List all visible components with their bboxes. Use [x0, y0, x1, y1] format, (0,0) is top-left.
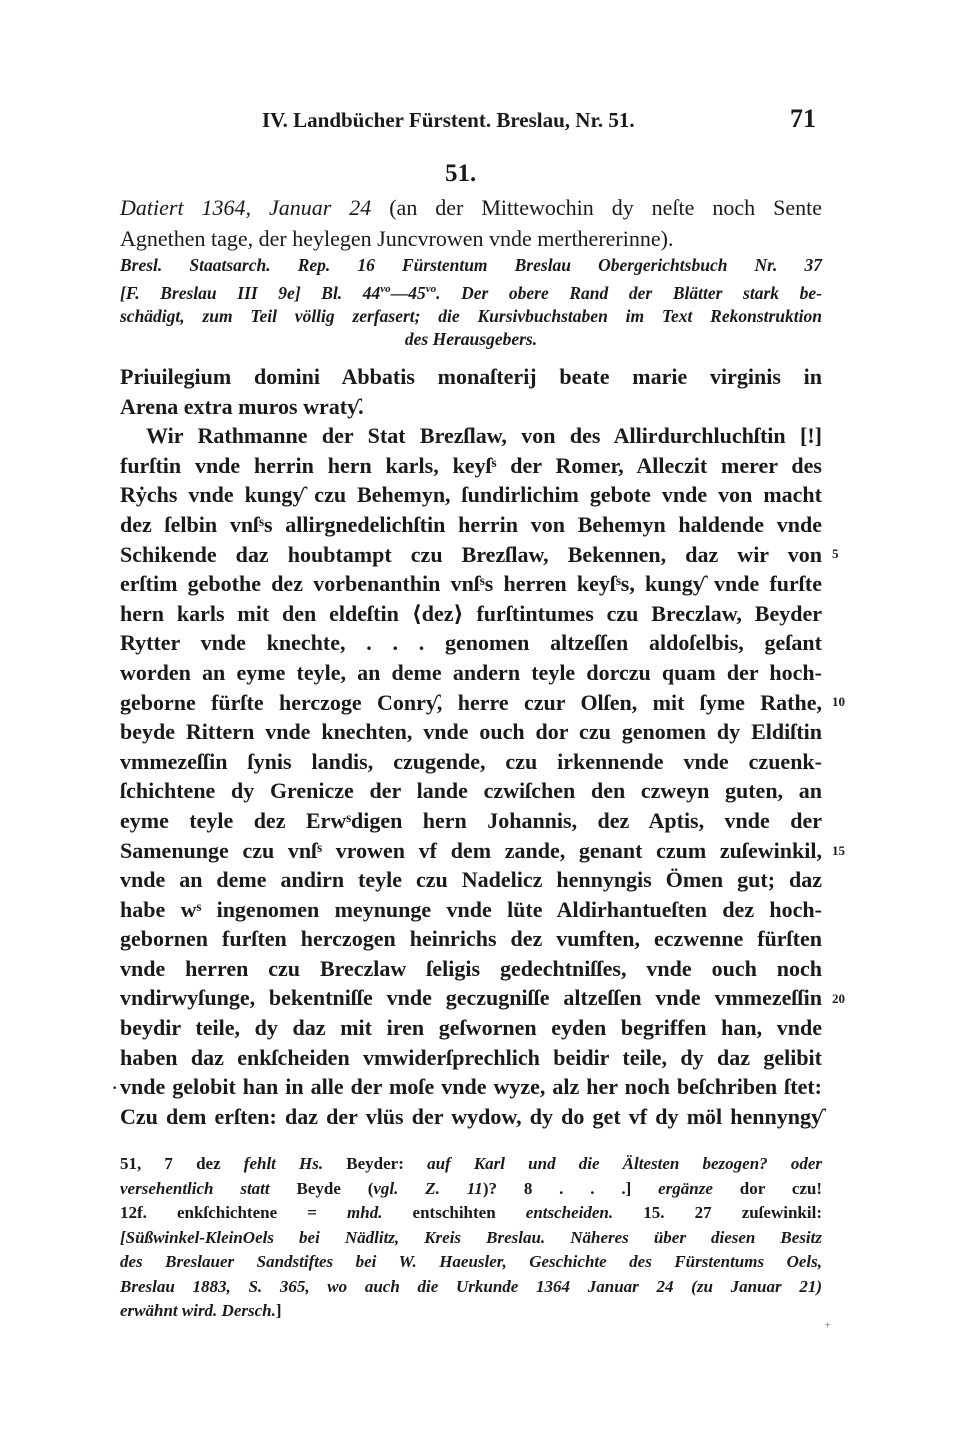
date-heading [120, 192, 822, 254]
text-line: beydir teile, dy daz mit iren geſwornen eyden begriffen han, vnde [120, 1015, 822, 1041]
footnote-line [120, 1152, 822, 1177]
footnotes [120, 1152, 822, 1324]
note-text: fehlt Hs. [243, 1154, 324, 1173]
text-line: Rẏchs vnde kungƴ czu Behemyn, ſundirlichim gebote vnde von macht [120, 482, 822, 508]
note-text: ] [275, 1301, 282, 1320]
text-line: Czu dem erſten: daz der vlüs der wydow, dy do get vf dy möl hennyngƴ [120, 1103, 822, 1129]
source-line: des Herausgebers. [404, 329, 538, 350]
line-number-10: 10 [832, 694, 845, 709]
text-line: vnde herren czu Breczlaw ſeligis gedechtniſſes, vnde ouch noch [120, 955, 822, 981]
text-line: furſtin vnde herrin hern karls, keyſˢ der Romer, Alleczit merer des [120, 452, 822, 478]
document-number: 51. [445, 160, 477, 187]
text-line: geborne fürſte herczoge Conrƴ, herre czur Olſen, mit ſyme Rathe, [120, 689, 822, 715]
text-line: ſchichtene dy Grenicze der lande czwiſchen den czweyn guten, an [120, 778, 822, 804]
source-ref: [F. Breslau III 9e] Bl. 44 [120, 282, 381, 303]
text-line: Rytter vnde knechte, . . . genomen altzeſſen aldoſelbis, geſant [120, 630, 822, 656]
text-line: haben daz enkſcheiden vmwiderſprechlich beidir teile, dy daz gelibit [120, 1044, 822, 1070]
text-line: erſtim gebothe dez vorbenanthin vnſˢs herren keyſˢs, kungƴ vnde furſte [120, 571, 822, 597]
text-line: vnde gelobit han in alle der moſe vnde wyze, alz her noch beſchriben ſtet: [120, 1074, 822, 1100]
text-line: beyde Rittern vnde knechten, vnde ouch dor czu genomen dy Eldiſtin [120, 719, 822, 745]
heading-date-note: (an der Mittewochin dy neſte noch Sente [371, 195, 822, 220]
note-text: dor czu! [712, 1178, 823, 1198]
text-line: Schikende daz houbtampt czu Brezſlaw, Bekennen, daz wir von [120, 541, 822, 567]
footnote-line: [Süßwinkel-KleinOels bei Nädlitz, Kreis Breslau. Näheres über diesen Besitz [120, 1227, 822, 1247]
text-line: habe wˢ ingenomen meynunge vnde lüte Aldirhantueſten dez hoch- [120, 896, 822, 922]
text-line: vmmezeſſin ſynis landis, czugende, czu irkennende vnde czuenk- [120, 748, 822, 774]
note-text: mhd. [347, 1203, 383, 1222]
source-line: Bresl. Staatsarch. Rep. 16 Fürstentum Breslau Obergerichtsbuch Nr. 37 [120, 255, 822, 275]
line-number-15: 15 [832, 843, 845, 858]
note-text: auf Karl und die Ältesten bezogen? oder [427, 1154, 822, 1173]
heading-line: Agnethen tage, der heylegen Juncvrowen vnde merthererinne). [120, 226, 674, 251]
source-line: schädigt, zum Teil völlig zerfasert; die Kursivbuchstaben im Text Rekonstruktion [120, 305, 822, 326]
footnote-line [120, 1177, 822, 1202]
document-text [120, 362, 822, 1131]
note-text: versehentlich statt [120, 1178, 270, 1198]
footnote-line: Breslau 1883, S. 365, wo auch die Urkunde 1364 Januar 24 (zu Januar 21) [120, 1276, 822, 1296]
text-line: Wir Rathmanne der Stat Brezſlaw, von des Allirdurchluchſtin [!] [146, 423, 822, 449]
superscript: vo [380, 282, 391, 295]
note-text: ergänze [658, 1178, 713, 1198]
note-text: vgl. Z. 11 [373, 1178, 483, 1198]
text-line: Arena extra muros wratƴ. [120, 393, 364, 419]
superscript: vo [425, 282, 437, 295]
note-text: erwähnt wird. Dersch. [120, 1301, 276, 1320]
note-text: Beyde ( [269, 1178, 374, 1198]
text-line: eyme teyle dez Erwˢdigen hern Johannis, dez Aptis, vnde der [120, 807, 822, 833]
page-number: 71 [790, 104, 816, 133]
note-text: entschihten [382, 1203, 526, 1222]
footnote-line: des Breslauer Sandstiftes bei W. Haeusler, Geschichte des Fürstentums Oels, [120, 1252, 822, 1271]
text-line: vndirwyſunge, bekentniſſe vnde geczugniſſe altzeſſen vnde vmmezeſſin [120, 985, 822, 1011]
footnote-line [120, 1299, 822, 1324]
source-line [120, 278, 822, 305]
line-number-5: 5 [832, 546, 839, 561]
note-text: entscheiden. [525, 1203, 614, 1222]
note-text: 51, 7 dez [120, 1154, 244, 1173]
heading-date: Datiert 1364, Januar 24 [120, 195, 372, 220]
note-text: )? 8 . . .] [482, 1178, 659, 1198]
text-line: vnde an deme andirn teyle czu Nadelicz hennyngis Ömen gut; daz [120, 867, 822, 893]
text-line: gebornen furſten herczogen heinrichs dez vumften, eczwenne fürſten [120, 926, 822, 952]
text-line: Priuilegium domini Abbatis monaſterij beate marie virginis in [120, 364, 822, 389]
note-text: 12f. enkſchichtene = [120, 1203, 348, 1222]
note-text: Beyder: [323, 1154, 428, 1173]
margin-mark: ⁺ [824, 1321, 832, 1336]
footnote-line [120, 1201, 822, 1226]
note-text: 15. 27 zuſewinkil: [613, 1203, 822, 1222]
source-ref: . Der obere Rand der Blätter stark be- [436, 282, 822, 303]
text-line: Samenunge czu vnſˢ vrowen vf dem zande, genant czum zuſewinkil, [120, 837, 822, 863]
line-number-20: 20 [832, 991, 845, 1006]
source-note [120, 254, 822, 352]
text-line: worden an eyme teyle, an deme andern teyle dorczu quam der hoch- [120, 659, 822, 685]
heading-line [120, 192, 822, 223]
margin-dot: · [112, 1080, 118, 1097]
running-header: IV. Landbücher Fürstent. Breslau, Nr. 51. [262, 108, 635, 132]
source-ref: —45 [390, 282, 426, 303]
text-line: dez ſelbin vnſˢs allirgnedelichſtin herrin von Behemyn haldende vnde [120, 511, 822, 537]
text-line: hern karls mit den eldeſtin ⟨dez⟩ furſtintumes czu Breczlaw, Beyder [120, 600, 822, 626]
